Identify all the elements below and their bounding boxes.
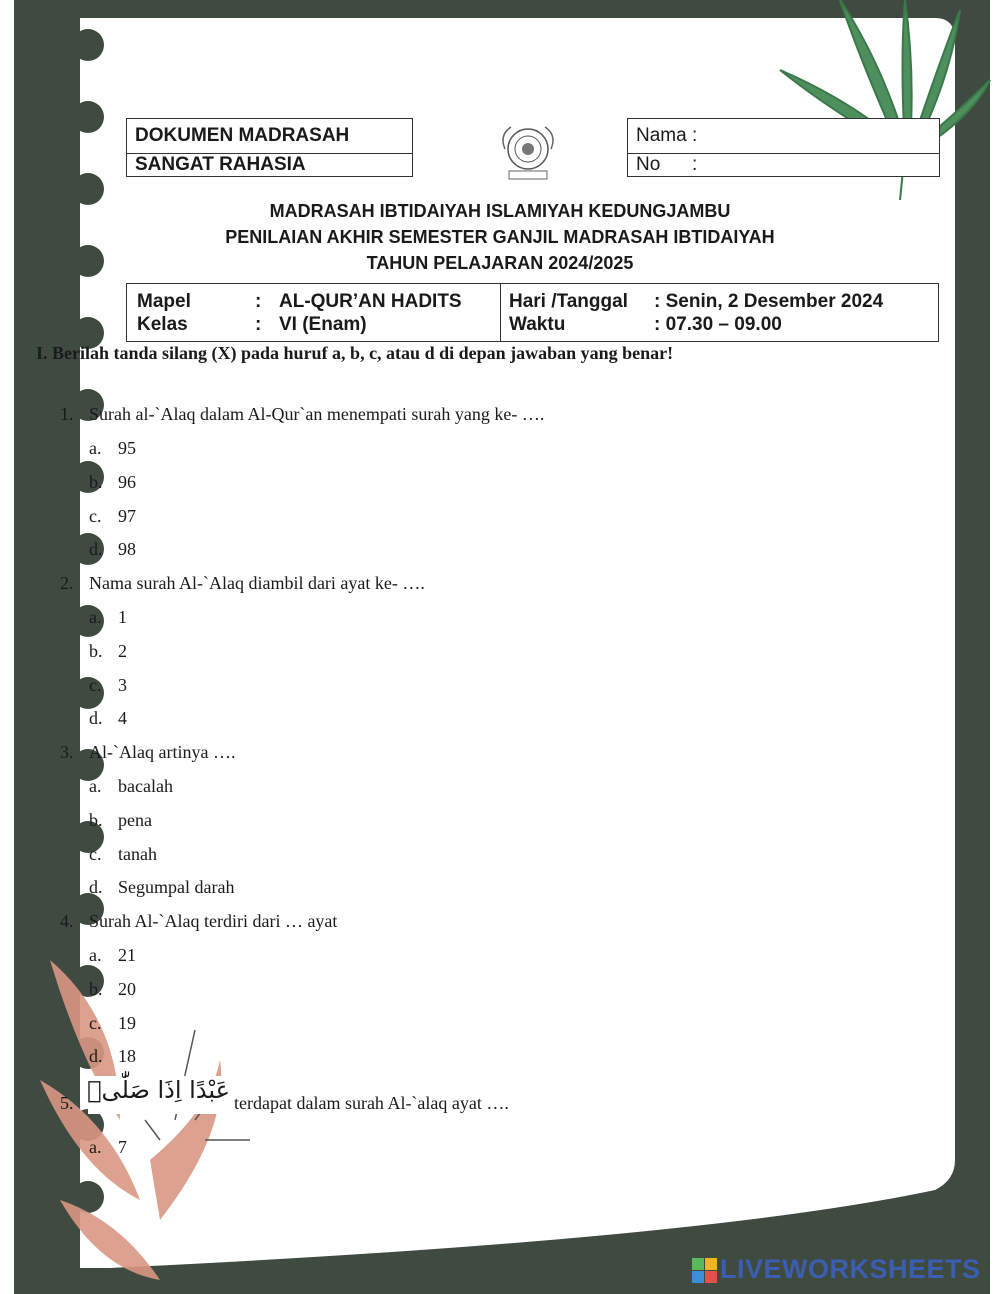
option-text[interactable]: 97	[118, 506, 136, 526]
exam-title: PENILAIAN AKHIR SEMESTER GANJIL MADRASAH IBTIDAIYAH	[225, 227, 775, 247]
spiral-wire	[40, 615, 88, 627]
question-number: 2.	[60, 573, 74, 593]
kelas-value: VI (Enam)	[279, 314, 367, 335]
exam-info-table	[126, 283, 939, 342]
mapel-label: Mapel	[137, 291, 191, 312]
spiral-wire	[40, 543, 88, 555]
question-number: 1.	[60, 404, 74, 424]
spiral-wire	[40, 1047, 88, 1059]
kelas-sep: :	[255, 314, 262, 335]
option-text[interactable]: 96	[118, 472, 136, 492]
option-text[interactable]: 98	[118, 539, 136, 559]
option-text[interactable]: 95	[118, 438, 136, 458]
option-letter[interactable]: a.	[89, 1137, 102, 1157]
option-text[interactable]: 2	[118, 641, 127, 661]
year-title: TAHUN PELAJARAN 2024/2025	[366, 253, 634, 273]
question-number: 5.	[60, 1093, 74, 1113]
school-title: MADRASAH IBTIDAIYAH ISLAMIYAH KEDUNGJAMBU	[269, 201, 731, 221]
spiral-wire	[40, 1191, 88, 1203]
option-letter[interactable]: a.	[89, 945, 102, 965]
option-text[interactable]: 4	[118, 708, 127, 728]
option-letter[interactable]: d.	[89, 877, 103, 897]
option-text[interactable]: 7	[118, 1137, 127, 1157]
spiral-wire	[40, 111, 88, 123]
option-letter[interactable]: d.	[89, 1046, 103, 1066]
mapel-value: AL-QUR’AN HADITS	[279, 291, 462, 312]
option-letter[interactable]: d.	[89, 539, 103, 559]
question-text: Surah Al-`Alaq terdiri dari … ayat	[89, 911, 338, 931]
kelas-label: Kelas	[137, 314, 188, 335]
question-text: Surah al-`Alaq dalam Al-Qur`an menempati surah yang ke- ….	[89, 404, 545, 424]
student-box	[627, 118, 940, 177]
watermark-text: LIVEWORKSHEETS	[720, 1254, 981, 1284]
waktu-value: : 07.30 – 09.00	[654, 314, 782, 335]
option-text[interactable]: 18	[118, 1046, 136, 1066]
hari-value: : Senin, 2 Desember 2024	[654, 291, 884, 312]
option-text[interactable]: 20	[118, 979, 136, 999]
option-letter[interactable]: d.	[89, 708, 103, 728]
option-letter[interactable]: a.	[89, 776, 102, 796]
spiral-wire	[40, 831, 88, 843]
option-text[interactable]: 1	[118, 607, 127, 627]
option-letter[interactable]: a.	[89, 438, 102, 458]
spiral-wire	[40, 327, 88, 339]
hari-label: Hari /Tanggal	[509, 291, 628, 312]
option-letter[interactable]: c.	[89, 844, 102, 864]
option-letter[interactable]: b.	[89, 641, 103, 661]
question-text: Al-`Alaq artinya ….	[89, 742, 236, 762]
spiral-wire	[40, 687, 88, 699]
question-text: Nama surah Al-`Alaq diambil dari ayat ke- ….	[89, 573, 425, 593]
option-letter[interactable]: a.	[89, 607, 102, 627]
option-text[interactable]: tanah	[118, 844, 157, 864]
number-field[interactable]: No :	[636, 154, 698, 175]
secret-label: SANGAT RAHASIA	[135, 154, 306, 175]
arabic-verse: عَبْدًا اِذَا صَلّٰىۗ	[88, 1076, 230, 1114]
doc-label-box	[126, 118, 413, 177]
option-text[interactable]: bacalah	[118, 776, 173, 796]
option-letter[interactable]: c.	[89, 675, 102, 695]
option-text[interactable]: pena	[118, 810, 152, 830]
madrasah-logo	[497, 121, 559, 181]
option-letter[interactable]: c.	[89, 506, 102, 526]
option-text[interactable]: 21	[118, 945, 136, 965]
instruction: I. Berilah tanda silang (X) pada huruf a, b, c, atau d di depan jawaban yang benar!	[36, 343, 674, 363]
name-field[interactable]: Nama :	[636, 125, 698, 146]
option-text[interactable]: 3	[118, 675, 127, 695]
liveworksheets-logo	[692, 1258, 718, 1284]
question-number: 3.	[60, 742, 74, 762]
waktu-label: Waktu	[509, 314, 566, 335]
mapel-sep: :	[255, 291, 262, 312]
question-number: 4.	[60, 911, 74, 931]
doc-label: DOKUMEN MADRASAH	[135, 125, 350, 146]
option-letter[interactable]: b.	[89, 810, 103, 830]
spiral-wire	[40, 471, 88, 483]
spiral-wire	[40, 183, 88, 195]
option-letter[interactable]: c.	[89, 1013, 102, 1033]
option-text[interactable]: Segumpal darah	[118, 877, 235, 897]
question-text: terdapat dalam surah Al-`alaq ayat ….	[234, 1093, 509, 1113]
option-text[interactable]: 19	[118, 1013, 136, 1033]
option-letter[interactable]: b.	[89, 979, 103, 999]
spiral-wire	[40, 39, 88, 51]
option-letter[interactable]: b.	[89, 472, 103, 492]
